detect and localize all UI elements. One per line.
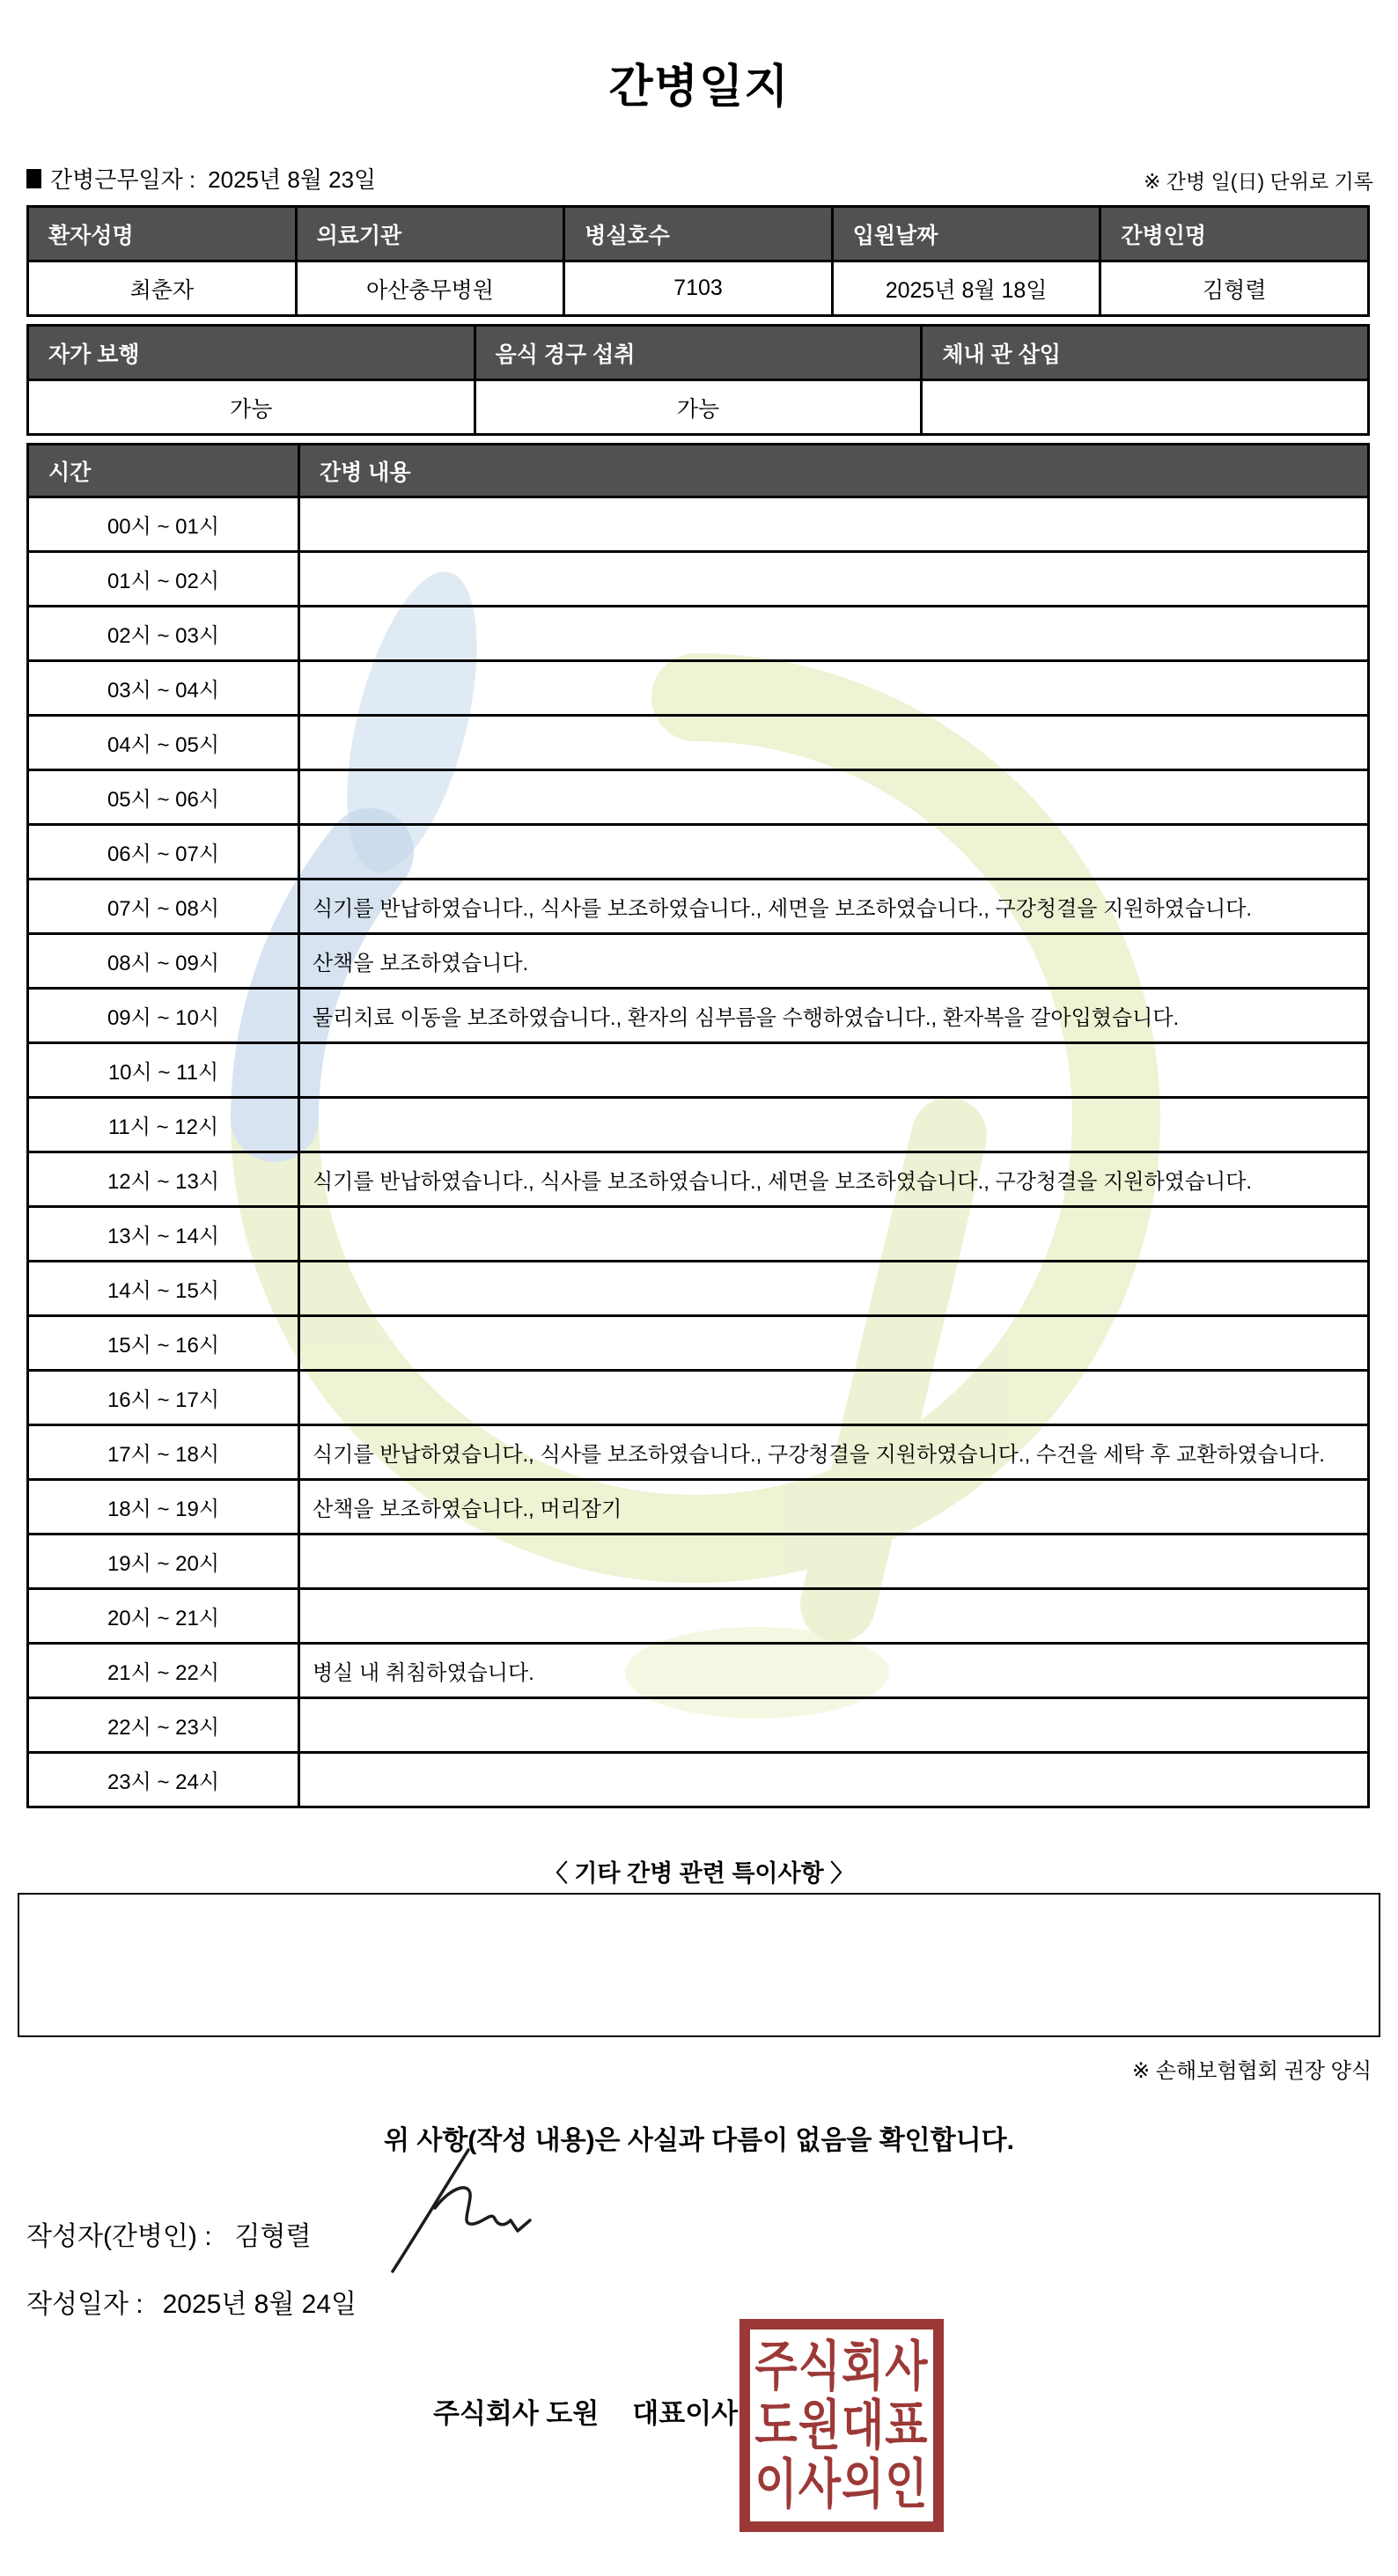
patient-column-header: 의료기관 <box>296 207 564 261</box>
time-cell: 10시 ~ 11시 <box>28 1043 299 1098</box>
patient-info-table <box>26 205 1370 317</box>
time-cell: 08시 ~ 09시 <box>28 934 299 989</box>
care-content-cell <box>299 716 1369 770</box>
care-log-row <box>28 1098 1369 1152</box>
time-cell: 16시 ~ 17시 <box>28 1371 299 1425</box>
patient-column-header: 병실호수 <box>564 207 833 261</box>
care-content-cell <box>299 1535 1369 1589</box>
care-log-row <box>28 1425 1369 1480</box>
care-log-table <box>26 443 1370 1808</box>
status-column-value <box>922 380 1369 435</box>
handwritten-signature <box>377 2143 544 2275</box>
care-content-cell <box>299 552 1369 607</box>
time-column-header: 시간 <box>28 445 299 497</box>
time-cell: 13시 ~ 14시 <box>28 1207 299 1262</box>
care-log-row <box>28 880 1369 934</box>
care-content-cell: 식기를 반납하였습니다., 식사를 보조하였습니다., 구강청결을 지원하였습니다., 수건을 세탁 후 교환하였습니다. <box>299 1425 1369 1480</box>
care-log-row <box>28 1316 1369 1371</box>
form-note: ※ 손해보험협회 권장 양식 <box>1132 2059 1372 2083</box>
care-content-cell <box>299 1098 1369 1152</box>
care-log-row <box>28 661 1369 716</box>
corporate-seal-stamp <box>739 2319 944 2532</box>
time-cell: 12시 ~ 13시 <box>28 1152 299 1207</box>
work-date-line <box>26 162 376 195</box>
time-cell: 21시 ~ 22시 <box>28 1644 299 1698</box>
time-cell: 23시 ~ 24시 <box>28 1753 299 1807</box>
care-log-row <box>28 1152 1369 1207</box>
written-date-line <box>26 2282 357 2321</box>
care-content-cell: 병실 내 취침하였습니다. <box>299 1644 1369 1698</box>
company-line <box>433 2391 738 2431</box>
care-log-row <box>28 1698 1369 1753</box>
care-log-row <box>28 1644 1369 1698</box>
time-cell: 07시 ~ 08시 <box>28 880 299 934</box>
status-column-header: 음식 경구 섭취 <box>475 326 922 380</box>
writer-name: 김형렬 <box>234 2222 312 2251</box>
time-cell: 22시 ~ 23시 <box>28 1698 299 1753</box>
ceo-title: 대표이사 <box>632 2398 739 2429</box>
care-log-row <box>28 1535 1369 1589</box>
care-log-row <box>28 1753 1369 1807</box>
patient-status-table <box>26 324 1370 436</box>
patient-column-header: 환자성명 <box>28 207 297 261</box>
notes-section-title: 〈 기타 간병 관련 특이사항 〉 <box>543 1860 855 1887</box>
writer-line <box>26 2214 311 2253</box>
care-content-cell <box>299 825 1369 880</box>
time-cell: 05시 ~ 06시 <box>28 770 299 825</box>
care-content-cell <box>299 1371 1369 1425</box>
seal-text-row: 도원대표 <box>754 2395 929 2456</box>
time-cell: 18시 ~ 19시 <box>28 1480 299 1535</box>
care-content-cell <box>299 1316 1369 1371</box>
patient-column-value: 김형렬 <box>1100 261 1369 316</box>
care-log-row <box>28 497 1369 552</box>
care-content-cell <box>299 1589 1369 1644</box>
unit-note: ※ 간병 일(日) 단위로 기록 <box>1144 170 1373 193</box>
seal-text-row: 주식회사 <box>754 2336 929 2397</box>
care-log-row <box>28 1207 1369 1262</box>
status-column-header: 체내 관 삽입 <box>922 326 1369 380</box>
care-log-row <box>28 552 1369 607</box>
care-content-cell <box>299 607 1369 661</box>
written-date-label: 작성일자 : <box>26 2290 143 2319</box>
care-log-row <box>28 770 1369 825</box>
time-cell: 00시 ~ 01시 <box>28 497 299 552</box>
time-cell: 20시 ~ 21시 <box>28 1589 299 1644</box>
care-log-row <box>28 1589 1369 1644</box>
care-log-row <box>28 1480 1369 1535</box>
content-column-header: 간병 내용 <box>299 445 1369 497</box>
time-cell: 06시 ~ 07시 <box>28 825 299 880</box>
time-cell: 19시 ~ 20시 <box>28 1535 299 1589</box>
care-log-row <box>28 716 1369 770</box>
patient-column-header: 간병인명 <box>1100 207 1369 261</box>
time-cell: 09시 ~ 10시 <box>28 989 299 1043</box>
work-date-value: 2025년 8월 23일 <box>208 166 377 193</box>
care-log-row <box>28 1043 1369 1098</box>
care-content-cell <box>299 1753 1369 1807</box>
meta-row <box>26 162 1373 192</box>
care-content-cell <box>299 1043 1369 1098</box>
care-content-cell: 식기를 반납하였습니다., 식사를 보조하였습니다., 세면을 보조하였습니다., 구강청결을 지원하였습니다. <box>299 880 1369 934</box>
seal-text-row: 이사의인 <box>754 2454 929 2515</box>
care-log-row <box>28 1262 1369 1316</box>
patient-column-value: 7103 <box>564 261 833 316</box>
patient-column-value: 최춘자 <box>28 261 297 316</box>
status-column-value: 가능 <box>28 380 475 435</box>
time-cell: 15시 ~ 16시 <box>28 1316 299 1371</box>
care-content-cell <box>299 661 1369 716</box>
time-cell: 17시 ~ 18시 <box>28 1425 299 1480</box>
care-log-row <box>28 1371 1369 1425</box>
notes-box <box>18 1893 1380 2037</box>
care-content-cell: 산책을 보조하였습니다. <box>299 934 1369 989</box>
time-cell: 14시 ~ 15시 <box>28 1262 299 1316</box>
written-date-value: 2025년 8월 24일 <box>162 2290 357 2319</box>
time-cell: 02시 ~ 03시 <box>28 607 299 661</box>
care-log-row <box>28 825 1369 880</box>
time-cell: 01시 ~ 02시 <box>28 552 299 607</box>
work-date-label: 간병근무일자 : <box>50 166 196 193</box>
writer-label: 작성자(간병인) : <box>26 2222 212 2251</box>
care-log-row <box>28 934 1369 989</box>
care-content-cell <box>299 497 1369 552</box>
care-content-cell <box>299 1698 1369 1753</box>
status-column-value: 가능 <box>475 380 922 435</box>
patient-column-value: 2025년 8월 18일 <box>832 261 1100 316</box>
time-cell: 11시 ~ 12시 <box>28 1098 299 1152</box>
care-content-cell: 물리치료 이동을 보조하였습니다., 환자의 심부름을 수행하였습니다., 환자복을 갈아입혔습니다. <box>299 989 1369 1043</box>
patient-column-header: 입원날짜 <box>832 207 1100 261</box>
status-column-header: 자가 보행 <box>28 326 475 380</box>
care-log-row <box>28 607 1369 661</box>
company-name: 주식회사 도원 <box>433 2398 600 2429</box>
care-log-row <box>28 989 1369 1043</box>
time-cell: 04시 ~ 05시 <box>28 716 299 770</box>
patient-column-value: 아산충무병원 <box>296 261 564 316</box>
confirmation-statement: 위 사항(작성 내용)은 사실과 다름이 없음을 확인합니다. <box>384 2126 1014 2155</box>
time-cell: 03시 ~ 04시 <box>28 661 299 716</box>
care-content-cell <box>299 1207 1369 1262</box>
care-content-cell <box>299 1262 1369 1316</box>
square-bullet-icon <box>26 169 41 188</box>
care-content-cell: 산책을 보조하였습니다., 머리잠기 <box>299 1480 1369 1535</box>
page-title: 간병일지 <box>608 62 790 113</box>
care-content-cell: 식기를 반납하였습니다., 식사를 보조하였습니다., 세면을 보조하였습니다., 구강청결을 지원하였습니다. <box>299 1152 1369 1207</box>
care-content-cell <box>299 770 1369 825</box>
